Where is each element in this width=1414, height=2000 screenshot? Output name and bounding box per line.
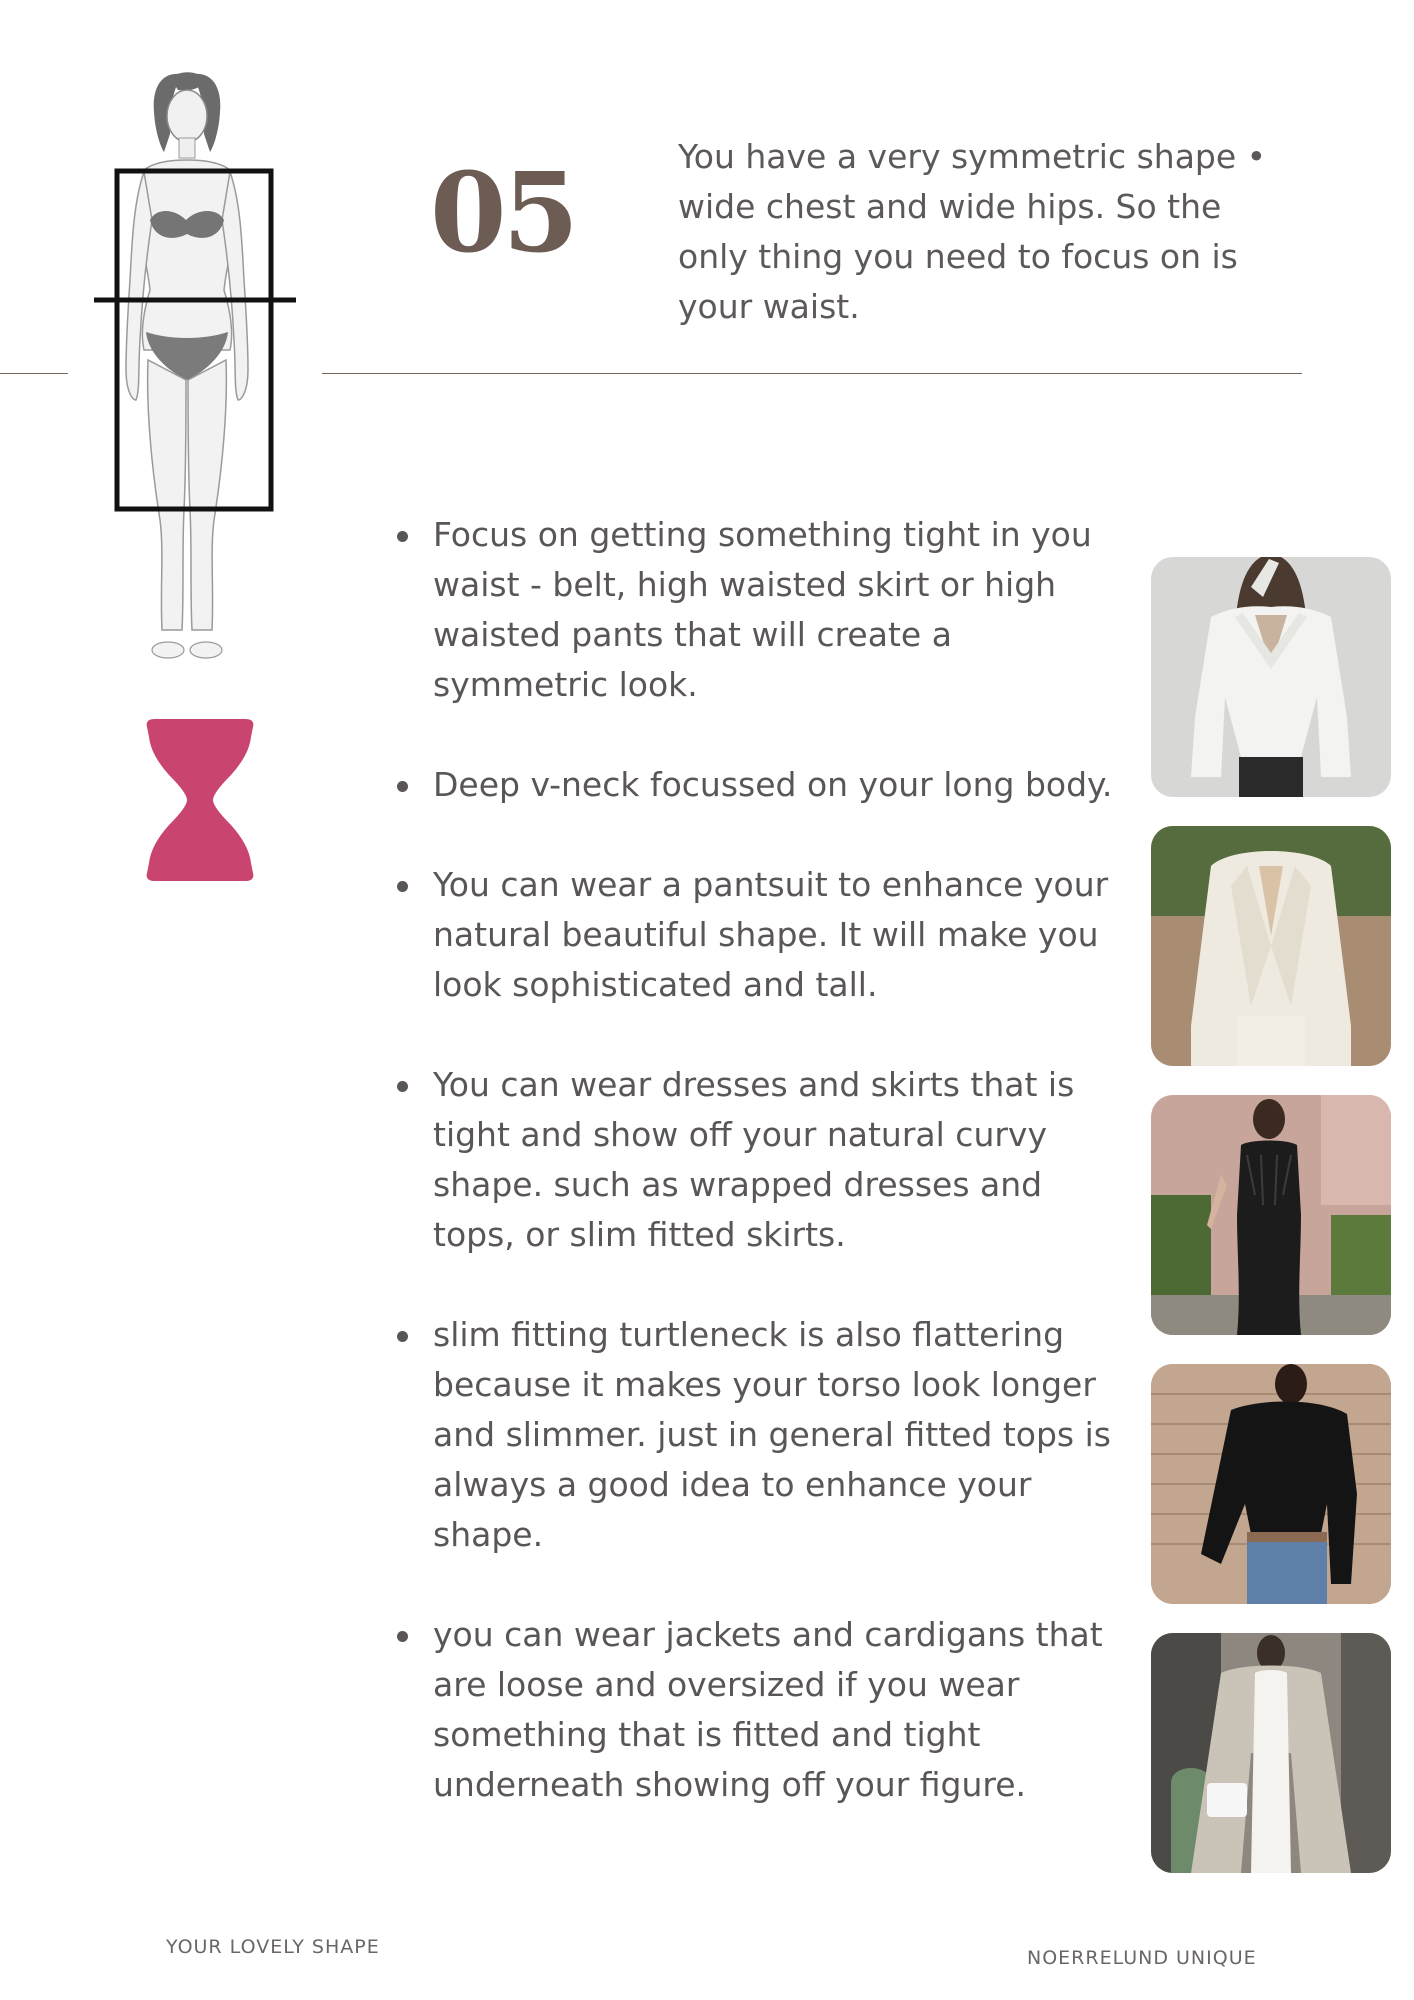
tip-item: Focus on getting something tight in you waist - belt, high waisted skirt or high waisted pants that will create a symmetric look. — [390, 510, 1120, 710]
black-turtleneck-photo — [1151, 1364, 1391, 1604]
tip-item: you can wear jackets and cardigans that are loose and oversized if you wear something that is fitted and tight underneath showing off your figure. — [390, 1610, 1120, 1810]
black-lace-dress-photo — [1151, 1095, 1391, 1335]
footer-brand: NOERRELUND UNIQUE — [1027, 1947, 1257, 1969]
tips-list — [390, 510, 1120, 1810]
tip-item: Deep v-neck focussed on your long body. — [390, 760, 1120, 810]
divider-line-left — [0, 373, 68, 374]
cream-pantsuit-photo — [1151, 826, 1391, 1066]
body-shape-illustration — [90, 70, 305, 670]
footer-title: YOUR LOVELY SHAPE — [166, 1936, 380, 1958]
divider-line-right — [322, 373, 1302, 374]
tip-item: You can wear dresses and skirts that is tight and show off your natural curvy shape. such as wrapped dresses and tops, or slim fitted skirts. — [390, 1060, 1120, 1260]
tip-item: slim fitting turtleneck is also flattering because it makes your torso look longer and slimmer. just in general fitted tops is always a good idea to enhance your shape. — [390, 1310, 1120, 1560]
tip-item: You can wear a pantsuit to enhance your natural beautiful shape. It will make you look sophisticated and tall. — [390, 860, 1120, 1010]
hourglass-shape-icon — [135, 715, 275, 885]
section-number: 05 — [430, 148, 576, 277]
oversized-cardigan-photo — [1151, 1633, 1391, 1873]
intro-paragraph: You have a very symmetric shape • wide chest and wide hips. So the only thing you need to focus on is your waist. — [678, 137, 1267, 326]
white-ribbed-top-photo — [1151, 557, 1391, 797]
